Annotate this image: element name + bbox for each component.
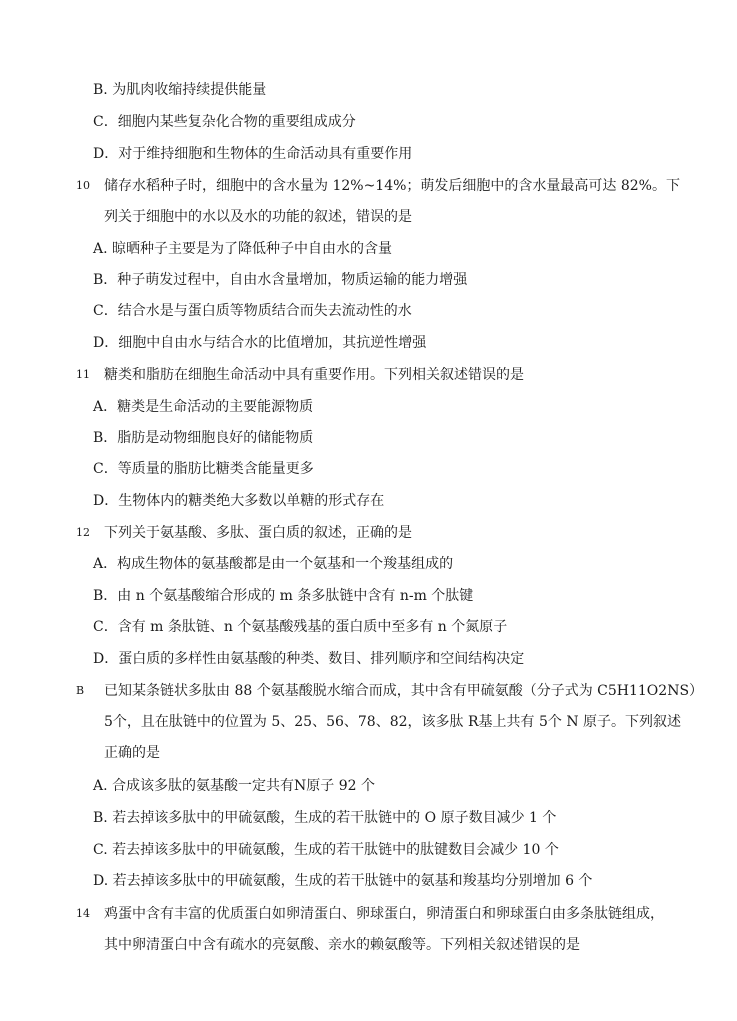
q12-option-d: D．蛋白质的多样性由氨基酸的种类、数目、排列顺序和空间结构决定 xyxy=(93,651,525,667)
q9-option-b: B. 为肌肉收缩持续提供能量 xyxy=(93,82,267,98)
q11-option-c: C．等质量的脂肪比糖类含能量更多 xyxy=(93,461,314,477)
q13-option-b: B. 若去掉该多肽中的甲硫氨酸，生成的若干肽链中的 O 原子数目减少 1 个 xyxy=(93,810,557,826)
q10-option-d: D．细胞中自由水与结合水的比值增加，其抗逆性增强 xyxy=(93,335,427,351)
q14-stem-line-1: 鸡蛋中含有丰富的优质蛋白如卵清蛋白、卵球蛋白，卵清蛋白和卵球蛋白由多条肽链组成， xyxy=(104,906,664,922)
q11-stem: 糖类和脂肪在细胞生命活动中具有重要作用。下列相关叙述错误的是 xyxy=(104,367,524,383)
q12-option-c: C．含有 m 条肽链、n 个氨基酸残基的蛋白质中至多有 n 个氮原子 xyxy=(93,619,508,635)
q13-option-a: A. 合成该多肽的氨基酸一定共有N原子 92 个 xyxy=(93,778,375,794)
q11-number: 11 xyxy=(76,368,90,381)
q13-number: B xyxy=(76,684,85,697)
q9-option-c: C．细胞内某些复杂化合物的重要组成成分 xyxy=(93,114,356,130)
q11-option-d: D．生物体内的糖类绝大多数以单糖的形式存在 xyxy=(93,493,385,509)
q14-stem-line-2: 其中卵清蛋白中含有疏水的亮氨酸、亲水的赖氨酸等。下列相关叙述错误的是 xyxy=(104,937,580,953)
q12-number: 12 xyxy=(76,526,90,539)
q12-option-b: B．由 n 个氨基酸缩合形成的 m 条多肽链中含有 n-m 个肽键 xyxy=(93,588,474,604)
q10-number: 10 xyxy=(76,179,90,192)
q14-number: 14 xyxy=(76,907,90,920)
q13-option-d: D. 若去掉该多肽中的甲硫氨酸，生成的若干肽链中的氨基和羧基均分别增加 6 个 xyxy=(93,873,593,889)
q13-stem-line-1: 已知某条链状多肽由 88 个氨基酸脱水缩合而成，其中含有甲硫氨酸（分子式为 C5H11O2NS） xyxy=(104,683,704,699)
q13-stem-line-3: 正确的是 xyxy=(104,745,160,761)
q13-stem-line-2: 5个，且在肽链中的位置为 5、25、56、78、82，该多肽 R基上共有 5个 N 原子。下列叙述 xyxy=(104,714,682,730)
q10-option-b: B．种子萌发过程中，自由水含量增加，物质运输的能力增强 xyxy=(93,272,468,288)
q12-option-a: A．构成生物体的氨基酸都是由一个氨基和一个羧基组成的 xyxy=(93,556,454,572)
q11-option-b: B．脂肪是动物细胞良好的储能物质 xyxy=(93,430,314,446)
q10-option-a: A. 晾晒种子主要是为了降低种子中自由水的含量 xyxy=(93,241,393,257)
q10-option-c: C．结合水是与蛋白质等物质结合而失去流动性的水 xyxy=(93,303,412,319)
q12-stem: 下列关于氨基酸、多肽、蛋白质的叙述，正确的是 xyxy=(104,525,412,541)
q10-stem-line-2: 列关于细胞中的水以及水的功能的叙述，错误的是 xyxy=(104,209,412,225)
q11-option-a: A．糖类是生命活动的主要能源物质 xyxy=(93,399,314,415)
q13-option-c: C. 若去掉该多肽中的甲硫氨酸，生成的若干肽链中的肽键数目会减少 10 个 xyxy=(93,842,559,858)
q10-stem-line-1: 储存水稻种子时，细胞中的含水量为 12%~14%；萌发后细胞中的含水量最高可达 82%。下 xyxy=(104,178,680,194)
q9-option-d: D．对于维持细胞和生物体的生命活动具有重要作用 xyxy=(93,146,413,162)
